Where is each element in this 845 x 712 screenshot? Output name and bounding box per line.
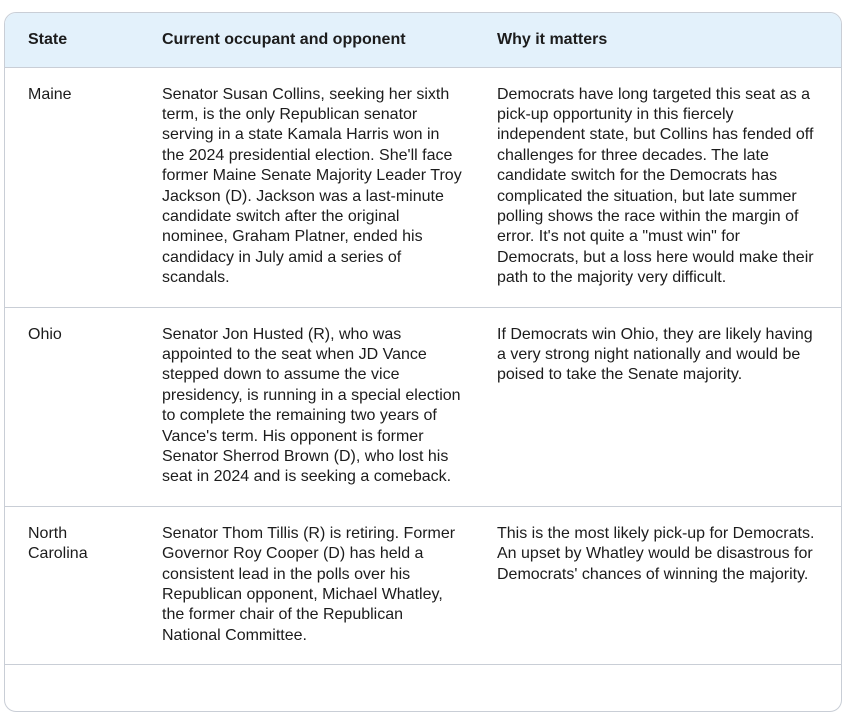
cell-state: Maine	[5, 67, 139, 307]
table-row	[5, 67, 841, 307]
header-row	[5, 13, 841, 67]
cell-state: North Carolina	[5, 506, 139, 664]
table-body	[5, 67, 841, 665]
cell-why: This is the most likely pick-up for Democrats. An upset by Whatley would be disastrous for Democrats' chances of winning the majority.	[474, 506, 841, 664]
header-state: State	[5, 13, 139, 67]
table-row	[5, 307, 841, 506]
cell-occupant: Senator Susan Collins, seeking her sixth term, is the only Republican senator serving in a state Kamala Harris won in the 2024 presidential election. She'll face former Maine Senate Majority Leader Troy Jackson (D). Jackson was a last-minute candidate switch after the original nominee, Graham Platner, ended his candidacy in July amid a series of scandals.	[139, 67, 474, 307]
header-occupant: Current occupant and opponent	[139, 13, 474, 67]
cell-state: Ohio	[5, 307, 139, 506]
table-row	[5, 506, 841, 664]
table-header	[5, 13, 841, 67]
cell-occupant: Senator Thom Tillis (R) is retiring. Former Governor Roy Cooper (D) has held a consistent lead in the polls over his Republican opponent, Michael Whatley, the former chair of the Republican National Committee.	[139, 506, 474, 664]
cell-why: Democrats have long targeted this seat as a pick-up opportunity in this fiercely independent state, but Collins has fended off challenges for three decades. The late candidate switch for the Democrats has complicated the situation, but late summer polling shows the race within the margin of error. It's not quite a "must win" for Democrats, but a loss here would make their path to the majority very difficult.	[474, 67, 841, 307]
cell-occupant: Senator Jon Husted (R), who was appointed to the seat when JD Vance stepped down to assume the vice presidency, is running in a special election to complete the remaining two years of Vance's term. His opponent is former Senator Sherrod Brown (D), who lost his seat in 2024 and is seeking a comeback.	[139, 307, 474, 506]
header-why: Why it matters	[474, 13, 841, 67]
cell-why: If Democrats win Ohio, they are likely having a very strong night nationally and would be poised to take the Senate majority.	[474, 307, 841, 506]
senate-races-table-container	[4, 12, 842, 712]
senate-races-table	[5, 13, 841, 665]
